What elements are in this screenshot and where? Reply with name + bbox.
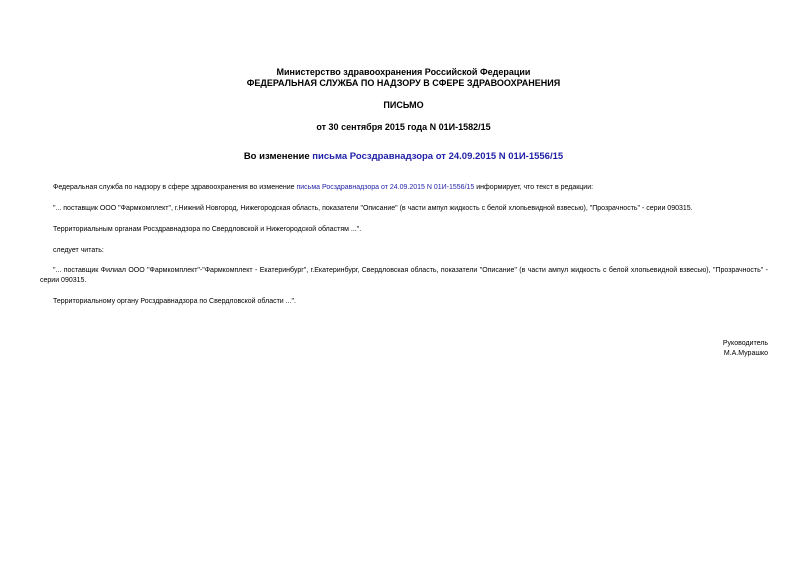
service-name: ФЕДЕРАЛЬНАЯ СЛУЖБА ПО НАДЗОРУ В СФЕРЕ ЗДРАВООХРАНЕНИЯ — [246, 78, 561, 88]
intro-text-before: Федеральная служба по надзору в сфере здравоохранения во изменение — [53, 184, 295, 191]
paragraph-old-recipients: Территориальным органам Росздравнадзора по Свердловской и Нижегородской областям ...". — [53, 226, 362, 233]
signatory-name: М.А.Мурашко — [723, 350, 768, 357]
ministry-name: Министерство здравоохранения Российской Федерации — [276, 67, 531, 77]
intro-letter-link[interactable]: письма Росздравнадзора от 24.09.2015 N 01И-1556/15 — [296, 184, 475, 191]
paragraph-new-recipients: Территориальному органу Росздравнадзора по Свердловской области ...". — [53, 298, 296, 305]
document-date-number: от 30 сентября 2015 года N 01И-1582/15 — [316, 122, 491, 132]
paragraph-old-text: "... поставщик ООО "Фармкомплект", г.Нижний Новгород, Нижегородская область, показатели "Описание" (в части ампул жидкость с белой хлопьевидной взвесью), "Прозрачность" - серии 090315. — [53, 205, 693, 212]
subject-prefix: Во изменение — [243, 151, 310, 162]
document-subject — [0, 151, 807, 162]
paragraph-read-as: следует читать: — [53, 247, 104, 254]
intro-text-after: информирует, что текст в редакции: — [476, 184, 594, 191]
paragraph-new-text: "... поставщик Филиал ООО "Фармкомплект"-"Фармкомплект - Екатеринбург", г.Екатеринбург, Свердловская область, показатели "Описание" (в части ампул жидкость с белой хлопьевидной взвесью), "Прозрачность" - серии 090315. — [40, 267, 768, 284]
signatory-position: Руководитель — [722, 340, 768, 347]
document-type: ПИСЬМО — [383, 100, 424, 110]
subject-link[interactable]: письма Росздравнадзора от 24.09.2015 N 01И-1556/15 — [312, 151, 564, 162]
paragraph-intro — [40, 183, 768, 193]
